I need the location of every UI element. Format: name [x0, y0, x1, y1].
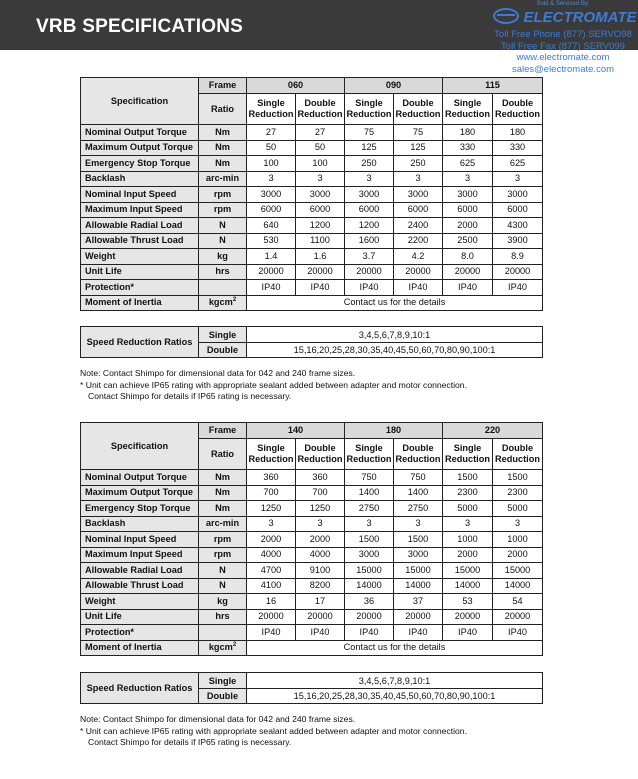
spec-rows-2: [81, 470, 543, 641]
specification-header: Specification: [81, 423, 199, 470]
row-label: Maximum Output Torque: [81, 140, 199, 156]
table-row: [81, 171, 543, 187]
value-cell: 3000: [493, 187, 543, 203]
value-cell: 20000: [443, 609, 493, 625]
value-cell: 6000: [493, 202, 543, 218]
single-label: Single: [199, 673, 247, 689]
note-block-1: [80, 368, 550, 403]
specification-header: Specification: [81, 78, 199, 125]
value-cell: 3: [247, 171, 296, 187]
ratio-header: Ratio: [199, 94, 247, 125]
value-cell: 3000: [345, 547, 394, 563]
table-row: [81, 501, 543, 517]
row-label: Emergency Stop Torque: [81, 156, 199, 172]
single-reduction-header: Single Reduction: [345, 439, 394, 470]
value-cell: 20000: [345, 609, 394, 625]
row-unit: N: [199, 233, 247, 249]
row-label: Allowable Radial Load: [81, 563, 199, 579]
ratio-table-1: [80, 326, 543, 358]
row-unit: rpm: [199, 532, 247, 548]
value-cell: 3000: [247, 187, 296, 203]
value-cell: 20000: [493, 264, 543, 280]
value-cell: 6000: [247, 202, 296, 218]
value-cell: 4.2: [394, 249, 443, 265]
row-label: Moment of Inertia: [81, 640, 199, 656]
brand-name: ELECTROMATE: [523, 9, 637, 26]
value-cell: 14000: [493, 578, 543, 594]
value-cell: 1250: [247, 501, 296, 517]
value-cell: 2300: [443, 485, 493, 501]
value-cell: 3: [345, 516, 394, 532]
value-cell: 1200: [296, 218, 345, 234]
value-cell: IP40: [394, 280, 443, 296]
row-unit: Nm: [199, 156, 247, 172]
value-cell: 360: [296, 470, 345, 486]
value-cell: 640: [247, 218, 296, 234]
value-cell: 2500: [443, 233, 493, 249]
value-cell: 625: [493, 156, 543, 172]
value-cell: 3: [443, 171, 493, 187]
value-cell: IP40: [443, 625, 493, 641]
ratio-table-2: [80, 672, 543, 704]
value-cell: 3: [443, 516, 493, 532]
double-ratios: 15,16,20,25,28,30,35,40,45,50,60,70,80,90,100:1: [247, 689, 543, 704]
table-row: [81, 187, 543, 203]
row-label: Emergency Stop Torque: [81, 501, 199, 517]
row-unit: Nm: [199, 470, 247, 486]
value-cell: 360: [247, 470, 296, 486]
table-row: [81, 547, 543, 563]
value-cell: 3900: [493, 233, 543, 249]
row-label: Nominal Output Torque: [81, 470, 199, 486]
row-label: Weight: [81, 594, 199, 610]
frame-header: Frame: [199, 423, 247, 439]
value-cell: 4000: [247, 547, 296, 563]
value-cell: 15000: [345, 563, 394, 579]
page-title: VRB SPECIFICATIONS: [36, 16, 243, 37]
double-reduction-header: Double Reduction: [296, 94, 345, 125]
value-cell: 2000: [296, 532, 345, 548]
contact-info: [488, 29, 638, 75]
value-cell: 8200: [296, 578, 345, 594]
double-reduction-header: Double Reduction: [296, 439, 345, 470]
value-cell: IP40: [247, 625, 296, 641]
frame-label: 220: [443, 423, 543, 439]
value-cell: 4300: [493, 218, 543, 234]
note-line: Note: Contact Shimpo for dimensional data for 042 and 240 frame sizes.: [80, 368, 356, 378]
table-row: [81, 156, 543, 172]
spec-table-1: [80, 77, 543, 311]
table-row: [81, 125, 543, 141]
row-label: Moment of Inertia: [81, 295, 199, 311]
spec-rows-1: [81, 125, 543, 296]
value-cell: 14000: [345, 578, 394, 594]
row-label: Unit Life: [81, 264, 199, 280]
value-cell: 125: [394, 140, 443, 156]
row-unit: [199, 625, 247, 641]
table-row: [81, 218, 543, 234]
ratio-label: Speed Reduction Ratios: [81, 673, 199, 704]
single-ratios: 3,4,5,6,7,8,9,10:1: [247, 673, 543, 689]
value-cell: 50: [247, 140, 296, 156]
row-unit: rpm: [199, 202, 247, 218]
frame-label: 090: [345, 78, 443, 94]
value-cell: 330: [493, 140, 543, 156]
single-reduction-header: Single Reduction: [247, 94, 296, 125]
value-cell: 1.6: [296, 249, 345, 265]
value-cell: 20000: [296, 609, 345, 625]
value-cell: 330: [443, 140, 493, 156]
email-link[interactable]: sales@electromate.com: [511, 63, 615, 75]
row-label: Maximum Input Speed: [81, 547, 199, 563]
row-label: Nominal Output Torque: [81, 125, 199, 141]
single-reduction-header: Single Reduction: [247, 439, 296, 470]
note-line: Contact Shimpo for details if IP65 rating is necessary.: [88, 391, 292, 401]
value-cell: 20000: [443, 264, 493, 280]
table-row: [81, 625, 543, 641]
table-row: [81, 609, 543, 625]
row-label: Backlash: [81, 171, 199, 187]
value-cell: 36: [345, 594, 394, 610]
value-cell: 9100: [296, 563, 345, 579]
value-cell: 16: [247, 594, 296, 610]
brand-logo-icon: [493, 8, 519, 24]
value-cell: 2750: [345, 501, 394, 517]
row-label: Maximum Output Torque: [81, 485, 199, 501]
value-cell: 3: [493, 516, 543, 532]
value-cell: 3000: [394, 187, 443, 203]
value-cell: 2300: [493, 485, 543, 501]
row-label: Unit Life: [81, 609, 199, 625]
value-cell: 5000: [493, 501, 543, 517]
double-reduction-header: Double Reduction: [493, 439, 543, 470]
note-line: Contact Shimpo for details if IP65 rating is necessary.: [88, 737, 292, 747]
note-line: * Unit can achieve IP65 rating with appropriate sealant added between adapter and motor connection.: [80, 379, 467, 390]
value-cell: 100: [296, 156, 345, 172]
value-cell: 3: [296, 171, 345, 187]
value-cell: 75: [345, 125, 394, 141]
inertia-contact: Contact us for the details: [247, 640, 543, 656]
value-cell: 2000: [493, 547, 543, 563]
row-unit: kg: [199, 594, 247, 610]
value-cell: 2000: [443, 547, 493, 563]
value-cell: 14000: [394, 578, 443, 594]
value-cell: 27: [247, 125, 296, 141]
frame-header: Frame: [199, 78, 247, 94]
row-label: Protection*: [81, 625, 199, 641]
value-cell: 8.9: [493, 249, 543, 265]
row-unit: Nm: [199, 140, 247, 156]
row-unit: hrs: [199, 264, 247, 280]
row-unit: kgcm$^2$: [199, 640, 247, 656]
value-cell: 1200: [345, 218, 394, 234]
fax-text: Toll Free Fax (877) SERV099: [501, 40, 625, 52]
row-unit: hrs: [199, 609, 247, 625]
row-unit: Nm: [199, 501, 247, 517]
value-cell: IP40: [493, 625, 543, 641]
row-label: Allowable Thrust Load: [81, 233, 199, 249]
frame-label: 115: [443, 78, 543, 94]
value-cell: 1000: [443, 532, 493, 548]
value-cell: 3: [394, 516, 443, 532]
value-cell: 5000: [443, 501, 493, 517]
value-cell: 700: [247, 485, 296, 501]
value-cell: IP40: [296, 280, 345, 296]
value-cell: 15000: [443, 563, 493, 579]
frame-label: 180: [345, 423, 443, 439]
double-ratios: 15,16,20,25,28,30,35,40,45,50,60,70,80,90,100:1: [247, 343, 543, 358]
value-cell: IP40: [493, 280, 543, 296]
row-label: Protection*: [81, 280, 199, 296]
note-line: Note: Contact Shimpo for dimensional data for 042 and 240 frame sizes.: [80, 714, 356, 724]
electromate-logo: [492, 9, 638, 26]
value-cell: 3: [394, 171, 443, 187]
value-cell: 53: [443, 594, 493, 610]
table-row: [81, 470, 543, 486]
single-ratios: 3,4,5,6,7,8,9,10:1: [247, 327, 543, 343]
row-unit: Nm: [199, 125, 247, 141]
value-cell: 75: [394, 125, 443, 141]
value-cell: 3000: [443, 187, 493, 203]
double-reduction-header: Double Reduction: [493, 94, 543, 125]
single-reduction-header: Single Reduction: [443, 439, 493, 470]
frame-label: 060: [247, 78, 345, 94]
value-cell: 6000: [443, 202, 493, 218]
value-cell: IP40: [345, 280, 394, 296]
double-reduction-header: Double Reduction: [394, 439, 443, 470]
value-cell: 20000: [394, 264, 443, 280]
ratio-label: Speed Reduction Ratios: [81, 327, 199, 358]
value-cell: 3: [493, 171, 543, 187]
value-cell: 1400: [345, 485, 394, 501]
value-cell: 27: [296, 125, 345, 141]
value-cell: 4700: [247, 563, 296, 579]
value-cell: 250: [394, 156, 443, 172]
value-cell: 180: [493, 125, 543, 141]
value-cell: IP40: [394, 625, 443, 641]
value-cell: 20000: [345, 264, 394, 280]
value-cell: 3000: [345, 187, 394, 203]
value-cell: 8.0: [443, 249, 493, 265]
value-cell: 180: [443, 125, 493, 141]
row-unit: arc-min: [199, 171, 247, 187]
table-row: [81, 578, 543, 594]
value-cell: 2000: [247, 532, 296, 548]
website-link[interactable]: www.electromate.com: [516, 52, 610, 64]
value-cell: 1500: [443, 470, 493, 486]
value-cell: 2200: [394, 233, 443, 249]
value-cell: IP40: [296, 625, 345, 641]
value-cell: 125: [345, 140, 394, 156]
double-reduction-header: Double Reduction: [394, 94, 443, 125]
single-reduction-header: Single Reduction: [345, 94, 394, 125]
table-row: [81, 233, 543, 249]
inertia-contact: Contact us for the details: [247, 295, 543, 311]
table-row: [81, 516, 543, 532]
value-cell: IP40: [443, 280, 493, 296]
value-cell: 37: [394, 594, 443, 610]
value-cell: 2000: [443, 218, 493, 234]
value-cell: 4000: [296, 547, 345, 563]
value-cell: 100: [247, 156, 296, 172]
value-cell: 6000: [394, 202, 443, 218]
value-cell: 3: [247, 516, 296, 532]
value-cell: 1250: [296, 501, 345, 517]
row-label: Allowable Thrust Load: [81, 578, 199, 594]
single-label: Single: [199, 327, 247, 343]
value-cell: 6000: [296, 202, 345, 218]
value-cell: 54: [493, 594, 543, 610]
value-cell: 750: [394, 470, 443, 486]
value-cell: 3000: [394, 547, 443, 563]
row-label: Weight: [81, 249, 199, 265]
row-label: Nominal Input Speed: [81, 187, 199, 203]
row-unit: rpm: [199, 187, 247, 203]
ratio-header: Ratio: [199, 439, 247, 470]
double-label: Double: [199, 689, 247, 704]
note-block-2: [80, 714, 550, 749]
table-row: [81, 249, 543, 265]
note-line: * Unit can achieve IP65 rating with appropriate sealant added between adapter and motor connection.: [80, 725, 467, 736]
value-cell: 20000: [394, 609, 443, 625]
value-cell: IP40: [345, 625, 394, 641]
row-unit: kgcm$^2$: [199, 295, 247, 311]
value-cell: 1500: [394, 532, 443, 548]
spec-table-2: [80, 422, 543, 656]
value-cell: 4100: [247, 578, 296, 594]
value-cell: 1100: [296, 233, 345, 249]
row-unit: N: [199, 578, 247, 594]
value-cell: 20000: [296, 264, 345, 280]
row-label: Maximum Input Speed: [81, 202, 199, 218]
table-row: [81, 140, 543, 156]
table-row: [81, 202, 543, 218]
row-label: Backlash: [81, 516, 199, 532]
value-cell: 250: [345, 156, 394, 172]
table-row: [81, 563, 543, 579]
value-cell: 700: [296, 485, 345, 501]
value-cell: IP40: [247, 280, 296, 296]
value-cell: 530: [247, 233, 296, 249]
value-cell: 15000: [394, 563, 443, 579]
value-cell: 14000: [443, 578, 493, 594]
value-cell: 2750: [394, 501, 443, 517]
single-reduction-header: Single Reduction: [443, 94, 493, 125]
row-label: Allowable Radial Load: [81, 218, 199, 234]
value-cell: 20000: [493, 609, 543, 625]
row-unit: arc-min: [199, 516, 247, 532]
row-label: Nominal Input Speed: [81, 532, 199, 548]
value-cell: 15000: [493, 563, 543, 579]
value-cell: 1400: [394, 485, 443, 501]
row-unit: N: [199, 563, 247, 579]
table-row: [81, 280, 543, 296]
phone-text: Toll Free Phone (877) SERVO98: [494, 29, 632, 40]
table-row: [81, 532, 543, 548]
row-unit: Nm: [199, 485, 247, 501]
value-cell: 1.4: [247, 249, 296, 265]
table-row: [81, 264, 543, 280]
value-cell: 3: [296, 516, 345, 532]
double-label: Double: [199, 343, 247, 358]
value-cell: 20000: [247, 264, 296, 280]
row-unit: rpm: [199, 547, 247, 563]
brand-tagline: Sold & Serviced By:: [536, 1, 590, 7]
frame-label: 140: [247, 423, 345, 439]
value-cell: 625: [443, 156, 493, 172]
value-cell: 1500: [345, 532, 394, 548]
value-cell: 750: [345, 470, 394, 486]
value-cell: 20000: [247, 609, 296, 625]
table-row: [81, 594, 543, 610]
row-unit: [199, 280, 247, 296]
value-cell: 3.7: [345, 249, 394, 265]
table-row: [81, 485, 543, 501]
row-unit: N: [199, 218, 247, 234]
value-cell: 3000: [296, 187, 345, 203]
value-cell: 2400: [394, 218, 443, 234]
value-cell: 1600: [345, 233, 394, 249]
value-cell: 3: [345, 171, 394, 187]
row-unit: kg: [199, 249, 247, 265]
value-cell: 1000: [493, 532, 543, 548]
value-cell: 50: [296, 140, 345, 156]
value-cell: 17: [296, 594, 345, 610]
value-cell: 1500: [493, 470, 543, 486]
value-cell: 6000: [345, 202, 394, 218]
